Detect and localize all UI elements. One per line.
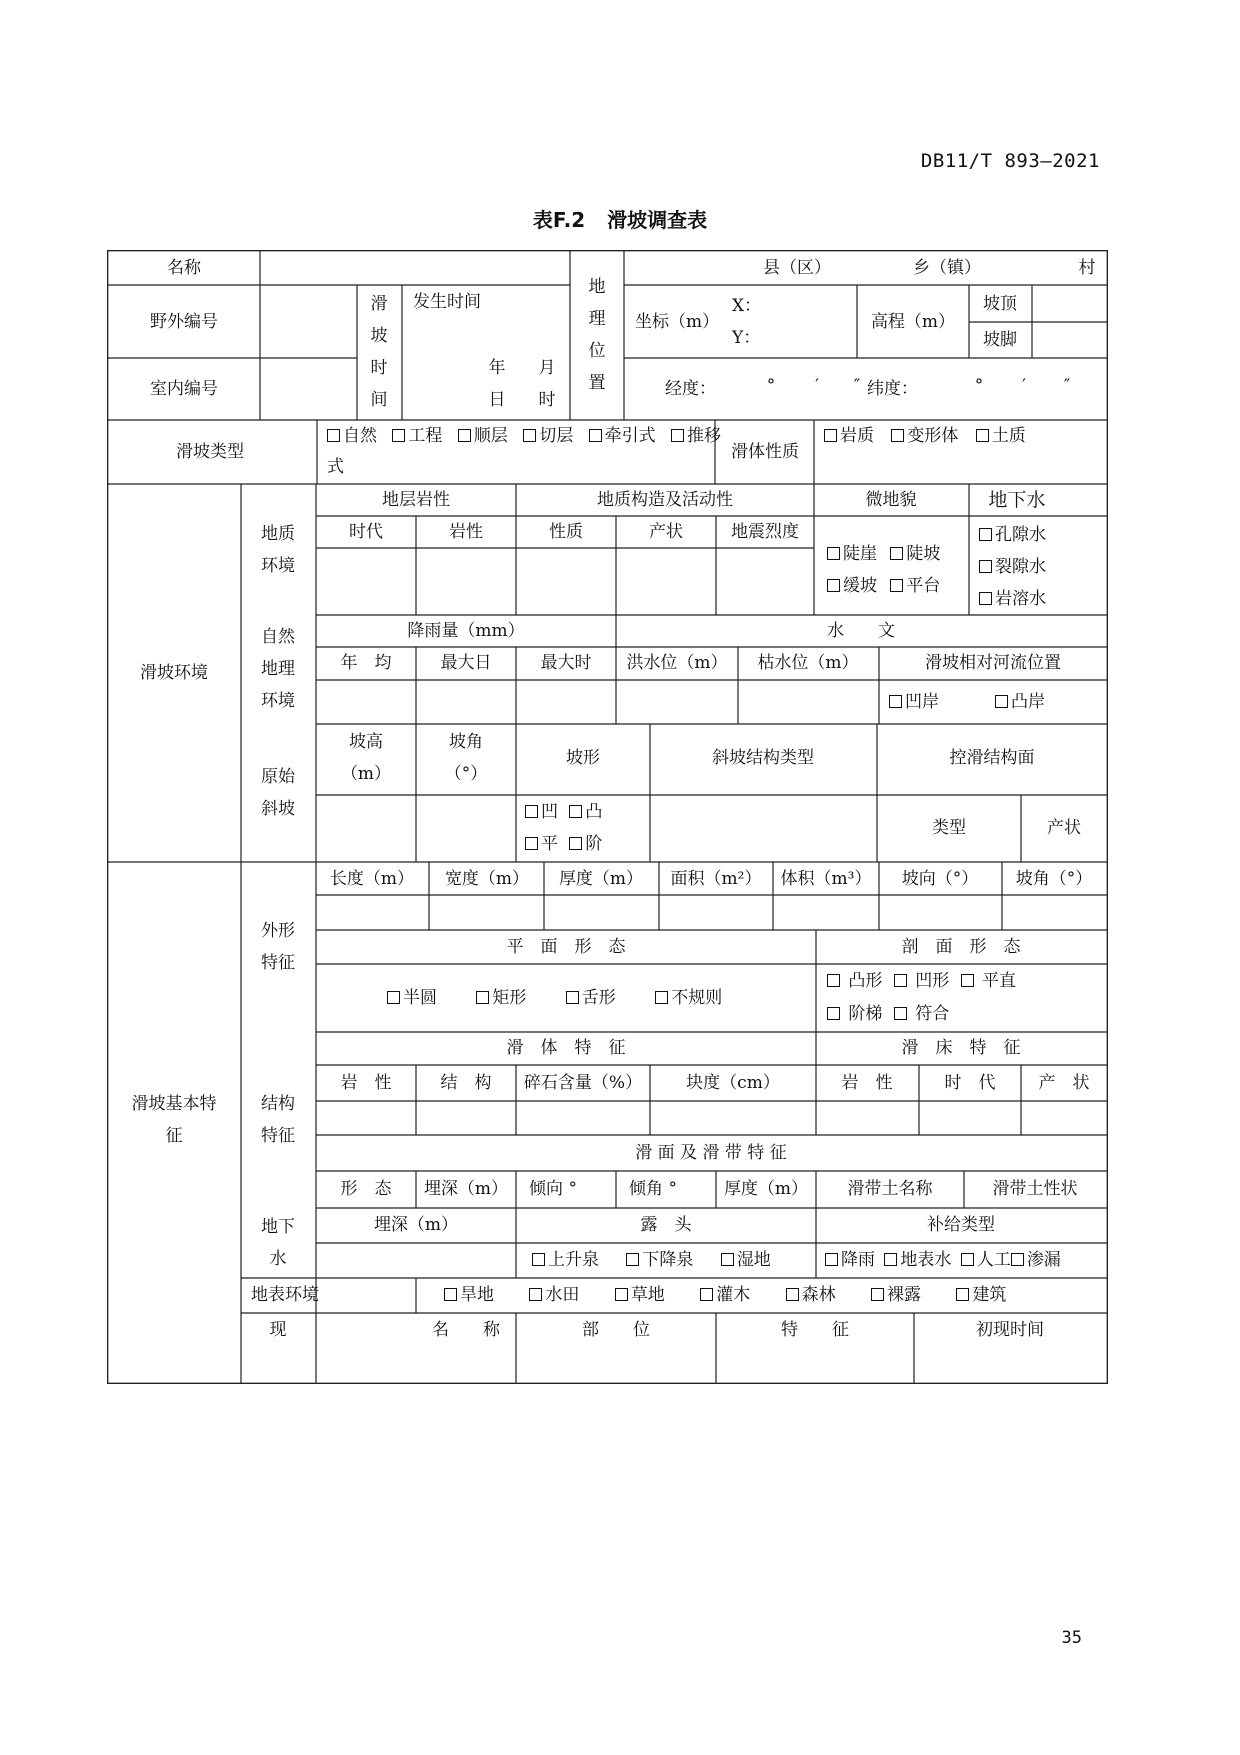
landslide-survey-form	[107, 250, 1108, 1384]
slip-soil-name-label: 滑带土名称	[847, 1179, 933, 1199]
option-rock[interactable]: 岩质	[824, 426, 874, 446]
option-shrub[interactable]: 灌木	[700, 1285, 750, 1305]
indoor-number-label: 室内编号	[150, 379, 218, 399]
option-engineering[interactable]: 工程	[392, 426, 442, 446]
lon-deg: °	[766, 376, 776, 396]
option-natural[interactable]: 自然	[327, 426, 377, 446]
rainfall-label: 降雨量（mm）	[407, 621, 525, 641]
section-shape-label: 剖 面 形 态	[901, 937, 1021, 957]
option-steep-slope[interactable]: 陡坡	[890, 544, 940, 564]
option-deformed-body[interactable]: 变形体	[891, 426, 958, 446]
now-location-label: 部 位	[582, 1320, 650, 1340]
outcrop-label: 露 头	[640, 1215, 692, 1235]
option-concave[interactable]: 凹	[525, 802, 558, 822]
checkbox-icon	[458, 429, 471, 442]
slope-angle-label: 坡角	[449, 732, 483, 752]
option-thrust[interactable]: 推移	[671, 426, 721, 446]
section-options-row1	[827, 971, 1016, 991]
surf-depth-label: 埋深（m）	[423, 1179, 509, 1199]
option-ascending-spring[interactable]: 上升泉	[532, 1250, 599, 1270]
attitude-label: 产状	[649, 522, 683, 542]
coord-x-label: X：	[732, 296, 762, 316]
table-name: 滑坡调查表	[607, 208, 708, 232]
river-position-label: 滑坡相对河流位置	[925, 653, 1061, 673]
option-paddy[interactable]: 水田	[529, 1285, 579, 1305]
option-karst-water[interactable]: 岩溶水	[979, 589, 1046, 609]
option-semicircle[interactable]: 半圆	[387, 988, 437, 1008]
micro-landform-label: 微地貌	[865, 490, 917, 510]
checkbox-icon	[721, 1253, 734, 1266]
lon-sec: ″	[853, 376, 861, 396]
checkbox-icon	[523, 429, 536, 442]
plan-options	[387, 988, 722, 1008]
checkbox-icon	[387, 991, 400, 1004]
field-number-label: 野外编号	[150, 312, 218, 332]
document-code: DB11/T 893—2021	[920, 150, 1100, 172]
checkbox-icon	[894, 1007, 907, 1020]
option-wetland[interactable]: 湿地	[721, 1250, 771, 1270]
basic-features-label: 滑坡基本特征	[131, 1094, 217, 1146]
lat-min: ′	[1022, 376, 1026, 396]
checkbox-icon	[655, 991, 668, 1004]
original-slope-label: 原始斜坡	[261, 767, 295, 819]
recharge-options	[825, 1250, 1061, 1270]
checkbox-icon	[827, 974, 840, 987]
option-straight-profile[interactable]: 平直	[961, 971, 1016, 991]
latitude-label: 纬度：	[867, 379, 918, 399]
option-soil[interactable]: 土质	[976, 426, 1026, 446]
coord-label: 坐标（m）	[635, 312, 720, 332]
year-label: 年	[488, 358, 506, 378]
shape-options-row1	[525, 802, 602, 822]
annual-label: 年 均	[340, 653, 392, 673]
option-bare[interactable]: 裸露	[871, 1285, 921, 1305]
checkbox-icon	[894, 974, 907, 987]
checkbox-icon	[569, 805, 582, 818]
option-cross-bedding[interactable]: 切层	[523, 426, 573, 446]
lithology-label: 岩性	[449, 522, 483, 542]
lon-min: ′	[815, 376, 819, 396]
option-cliff[interactable]: 陡崖	[827, 544, 877, 564]
slide-bed-features-label: 滑 床 特 征	[901, 1038, 1021, 1058]
outcrop-options	[532, 1250, 771, 1270]
toe-label: 坡脚	[983, 330, 1017, 350]
name-label: 名称	[167, 258, 201, 278]
gravel-content-label: 碎石含量（%）	[523, 1073, 643, 1093]
checkbox-icon	[392, 429, 405, 442]
checkbox-icon	[476, 991, 489, 1004]
page-number: 35	[1061, 1628, 1082, 1648]
option-thrust-wrap: 式	[327, 457, 344, 477]
option-stepped-profile[interactable]: 阶梯	[827, 1004, 882, 1024]
now-name-label: 名 称	[432, 1320, 500, 1340]
max-day-label: 最大日	[440, 653, 492, 673]
option-artificial[interactable]: 人工	[961, 1250, 1011, 1270]
era-label: 时代	[349, 522, 383, 542]
checkbox-icon	[979, 592, 992, 605]
option-convex-profile[interactable]: 凸形	[827, 971, 882, 991]
option-rectangle[interactable]: 矩形	[476, 988, 526, 1008]
body-structure-label: 结 构	[440, 1073, 492, 1093]
checkbox-icon	[995, 695, 1008, 708]
micro-options-row2	[827, 576, 940, 596]
shape-options-row2	[525, 834, 602, 854]
checkbox-icon	[961, 974, 974, 987]
option-dryland[interactable]: 旱地	[444, 1285, 494, 1305]
hydrology-label: 水 文	[827, 621, 895, 641]
checkbox-icon	[566, 991, 579, 1004]
option-pore-water[interactable]: 孔隙水	[979, 525, 1046, 545]
natural-env-label: 自然地理环境	[261, 627, 295, 711]
checkbox-icon	[700, 1288, 713, 1301]
control-plane-label: 控滑结构面	[949, 748, 1035, 768]
slope-height-unit: （m）	[340, 764, 392, 784]
occur-time-label: 发生时间	[413, 292, 481, 312]
checkbox-icon	[827, 547, 840, 560]
checkbox-icon	[444, 1288, 457, 1301]
option-tongue[interactable]: 舌形	[566, 988, 616, 1008]
bed-attitude-label: 产 状	[1038, 1073, 1090, 1093]
surf-dip-angle-label: 倾角 °	[629, 1179, 677, 1199]
village-label: 村	[1078, 258, 1096, 278]
option-building[interactable]: 建筑	[956, 1285, 1006, 1305]
structure-label: 地质构造及活动性	[597, 490, 733, 510]
option-concave-profile[interactable]: 凹形	[894, 971, 949, 991]
control-attitude-label: 产状	[1047, 818, 1081, 838]
option-straight[interactable]: 平	[525, 834, 558, 854]
checkbox-icon	[956, 1288, 969, 1301]
volume-label: 体积（m³）	[780, 869, 872, 889]
surf-dip-direction-label: 倾向 °	[529, 1179, 577, 1199]
slip-soil-property-label: 滑带土性状	[992, 1179, 1078, 1199]
option-descending-spring[interactable]: 下降泉	[626, 1250, 693, 1270]
section-options-row2	[827, 1004, 949, 1024]
geo-position-label: 地理位置	[588, 277, 606, 393]
recharge-type-label: 补给类型	[927, 1215, 995, 1235]
area-label: 面积（m²）	[670, 869, 762, 889]
block-size-label: 块度（cm）	[686, 1073, 780, 1093]
county-label: 县（区）	[763, 258, 831, 278]
checkbox-icon	[890, 547, 903, 560]
geo-env-label: 地质环境	[261, 524, 295, 576]
checkbox-icon	[827, 1007, 840, 1020]
slide-body-nature-label: 滑体性质	[731, 442, 799, 462]
hour-label: 时	[538, 390, 556, 410]
checkbox-icon	[525, 837, 538, 850]
checkbox-icon	[327, 429, 340, 442]
checkbox-icon	[626, 1253, 639, 1266]
max-hour-label: 最大时	[540, 653, 592, 673]
slope-angle-unit: （°）	[444, 764, 488, 784]
flood-level-label: 洪水位（m）	[626, 653, 728, 673]
checkbox-icon	[825, 1253, 838, 1266]
option-convex[interactable]: 凸	[569, 802, 602, 822]
surface-options	[444, 1285, 1006, 1305]
slope-structure-label: 斜坡结构类型	[712, 748, 814, 768]
lat-deg: °	[974, 376, 984, 396]
first-appearance-label: 初现时间	[976, 1320, 1044, 1340]
checkbox-icon	[615, 1288, 628, 1301]
aspect-label: 坡向（°）	[901, 869, 979, 889]
option-surface-water[interactable]: 地表水	[884, 1250, 951, 1270]
slope-angle-dim-label: 坡角（°）	[1015, 869, 1093, 889]
slip-surface-label: 滑 面 及 滑 带 特 征	[635, 1143, 787, 1163]
checkbox-icon	[529, 1288, 542, 1301]
bed-era-label: 时 代	[944, 1073, 996, 1093]
slide-type-label: 滑坡类型	[176, 442, 244, 462]
option-concave-bank[interactable]: 凹岸	[889, 692, 939, 712]
table-number: 表F.2	[532, 208, 586, 232]
option-grassland[interactable]: 草地	[615, 1285, 665, 1305]
checkbox-icon	[1011, 1253, 1024, 1266]
plan-shape-label: 平 面 形 态	[506, 937, 626, 957]
checkbox-icon	[569, 837, 582, 850]
gw-depth-label: 埋深（m）	[373, 1215, 459, 1235]
option-forest[interactable]: 森林	[786, 1285, 836, 1305]
month-label: 月	[538, 358, 556, 378]
option-irregular[interactable]: 不规则	[655, 988, 722, 1008]
option-retrogressive[interactable]: 牵引式	[589, 426, 656, 446]
table-title	[0, 204, 1240, 233]
slope-shape-label: 坡形	[566, 748, 600, 768]
checkbox-icon	[976, 429, 989, 442]
checkbox-icon	[671, 429, 684, 442]
length-label: 长度（m）	[329, 869, 415, 889]
nature-options	[824, 426, 1026, 446]
checkbox-icon	[884, 1253, 897, 1266]
groundwater-label: 地下水	[988, 489, 1046, 511]
checkbox-icon	[890, 579, 903, 592]
dry-level-label: 枯水位（m）	[757, 653, 859, 673]
option-compound-profile[interactable]: 符合	[894, 1004, 949, 1024]
checkbox-icon	[525, 805, 538, 818]
day-label: 日	[488, 390, 506, 410]
surface-env-label: 地表环境	[251, 1285, 319, 1305]
checkbox-icon	[827, 579, 840, 592]
bed-lithology-label: 岩 性	[841, 1073, 893, 1093]
checkbox-icon	[979, 528, 992, 541]
checkbox-icon	[871, 1288, 884, 1301]
elevation-label: 高程（m）	[870, 312, 956, 332]
slide-time-label: 滑坡时间	[370, 294, 388, 410]
current-status-label: 现	[269, 1320, 287, 1340]
lat-sec: ″	[1063, 376, 1071, 396]
slope-height-label: 坡高	[349, 732, 383, 752]
option-bedding[interactable]: 顺层	[458, 426, 508, 446]
thickness-label: 厚度（m）	[558, 869, 644, 889]
option-platform[interactable]: 平台	[890, 576, 940, 596]
option-leakage[interactable]: 渗漏	[1011, 1250, 1061, 1270]
slide-type-options	[327, 426, 721, 446]
checkbox-icon	[589, 429, 602, 442]
body-lithology-label: 岩 性	[340, 1073, 392, 1093]
option-convex-bank[interactable]: 凸岸	[995, 692, 1045, 712]
width-label: 宽度（m）	[444, 869, 530, 889]
coord-y-label: Y：	[732, 328, 761, 348]
strata-label: 地层岩性	[382, 490, 450, 510]
slide-body-features-label: 滑 体 特 征	[506, 1038, 626, 1058]
now-feature-label: 特 征	[781, 1320, 849, 1340]
structure-features-label: 结构特征	[261, 1094, 295, 1146]
option-gentle-slope[interactable]: 缓坡	[827, 576, 877, 596]
micro-options-row1	[827, 544, 940, 564]
env-section-label: 滑坡环境	[140, 663, 208, 683]
town-label: 乡（镇）	[913, 258, 981, 278]
checkbox-icon	[961, 1253, 974, 1266]
form-features-label: 外形特征	[261, 921, 295, 973]
control-type-label: 类型	[932, 818, 966, 838]
option-rainfall[interactable]: 降雨	[825, 1250, 875, 1270]
surf-shape-label: 形 态	[340, 1179, 392, 1199]
checkbox-icon	[891, 429, 904, 442]
checkbox-icon	[979, 560, 992, 573]
nature-label: 性质	[549, 522, 583, 542]
seismic-label: 地震烈度	[731, 522, 799, 542]
checkbox-icon	[889, 695, 902, 708]
option-fissure-water[interactable]: 裂隙水	[979, 557, 1046, 577]
crest-label: 坡顶	[983, 294, 1017, 314]
surf-thickness-label: 厚度（m）	[723, 1179, 809, 1199]
longitude-label: 经度：	[665, 379, 716, 399]
checkbox-icon	[532, 1253, 545, 1266]
checkbox-icon	[824, 429, 837, 442]
checkbox-icon	[786, 1288, 799, 1301]
option-stepped[interactable]: 阶	[569, 834, 602, 854]
groundwater-section-label: 地下水	[261, 1217, 295, 1269]
